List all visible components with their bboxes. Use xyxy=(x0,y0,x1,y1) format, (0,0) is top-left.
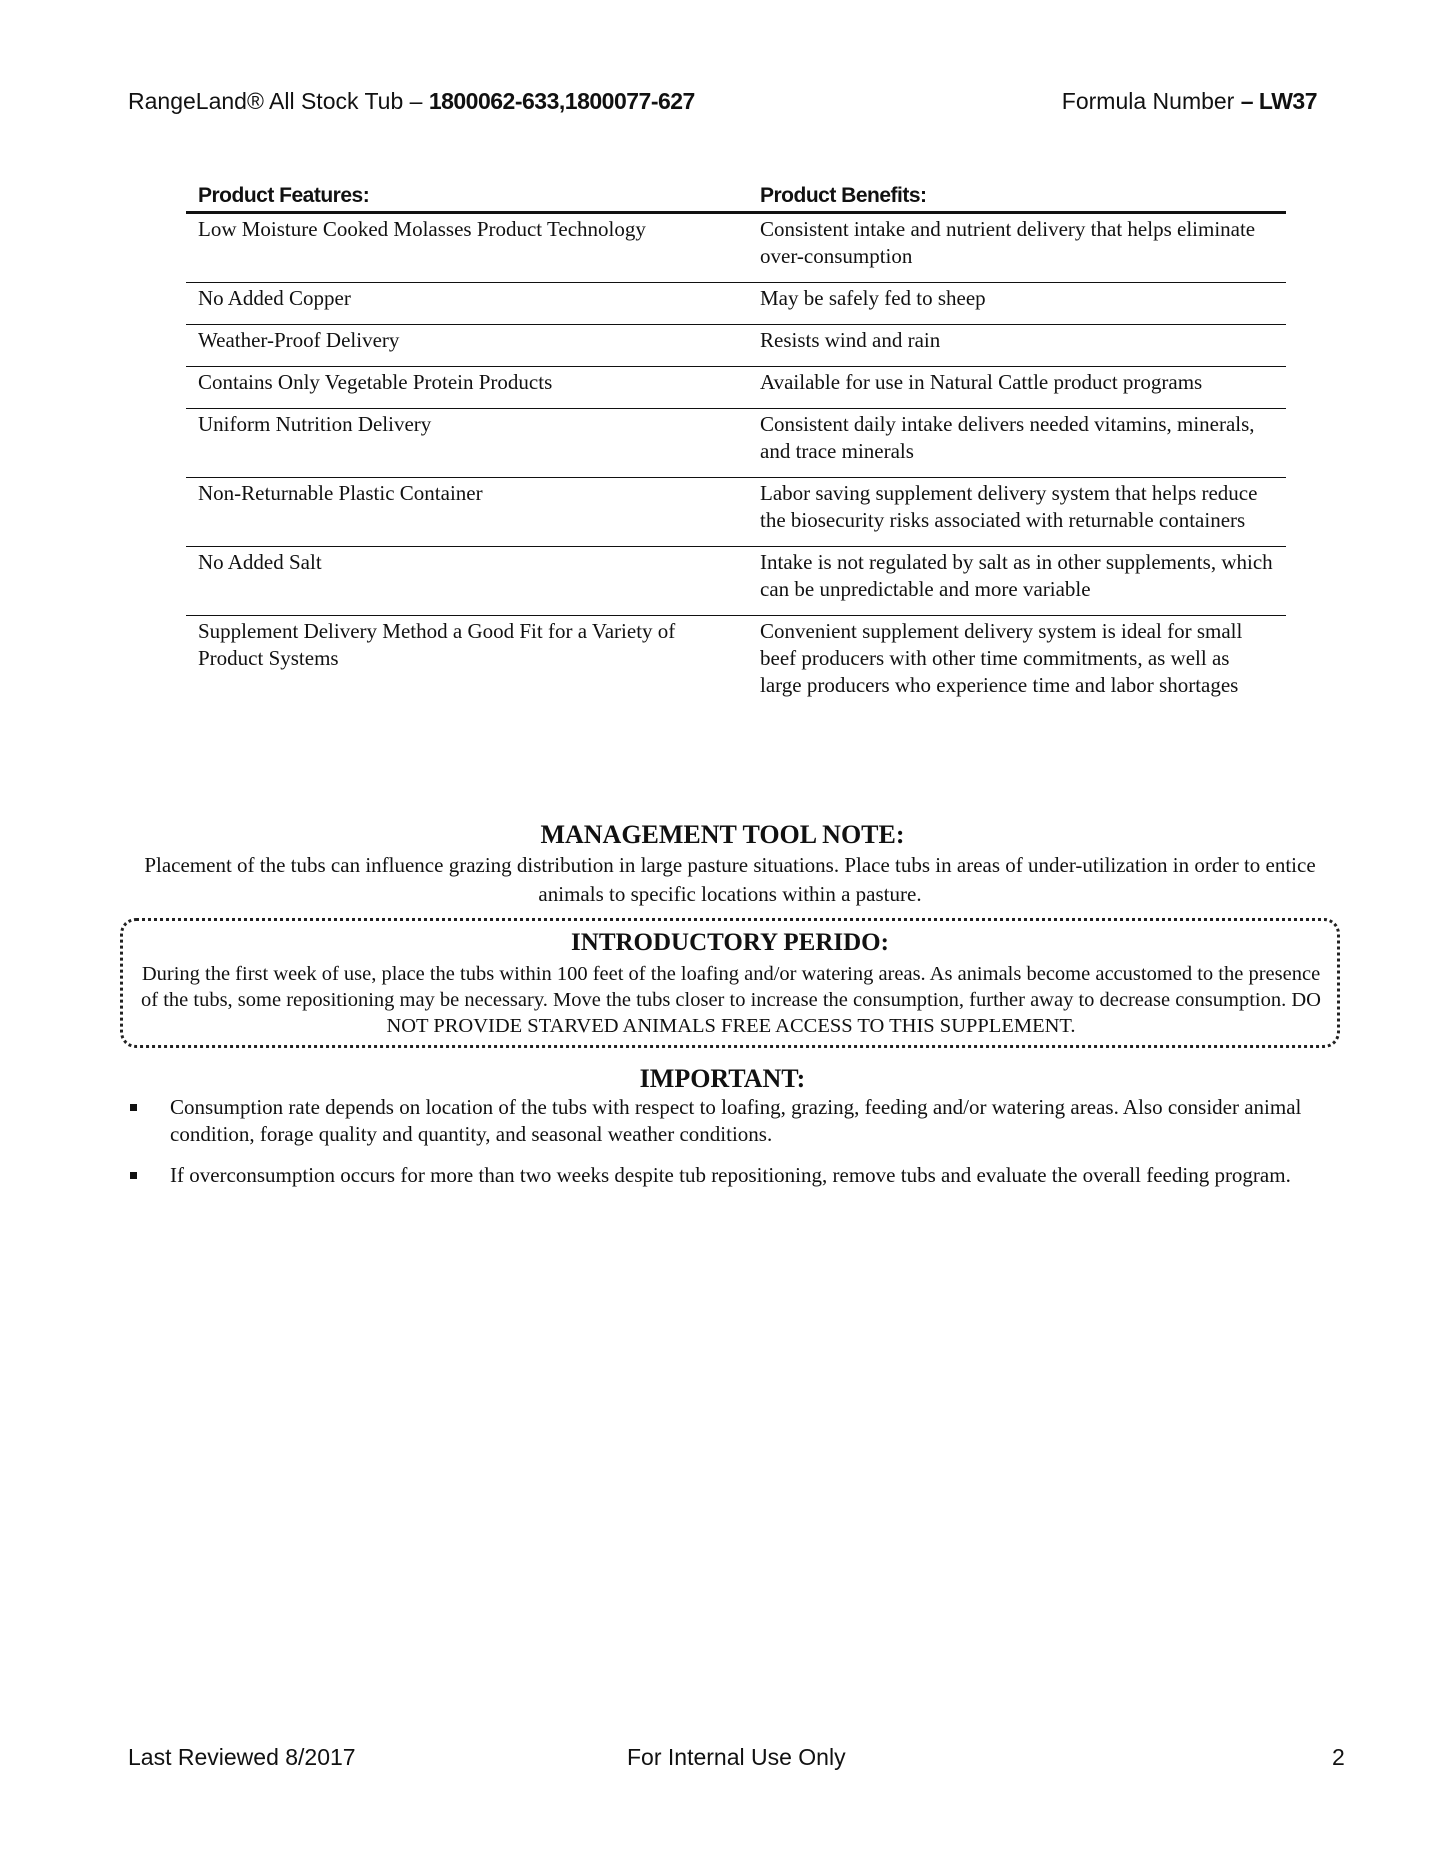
feature-cell: No Added Salt xyxy=(186,547,748,616)
table-row xyxy=(186,409,1286,478)
table-row xyxy=(186,213,1286,283)
list-item xyxy=(128,1094,1318,1148)
benefit-cell: Available for use in Natural Cattle product programs xyxy=(748,367,1286,409)
features-column-header: Product Features: xyxy=(186,182,748,213)
list-item-text: If overconsumption occurs for more than two weeks despite tub repositioning, remove tubs and evaluate the overall feeding program. xyxy=(170,1163,1291,1187)
bullet-square-icon xyxy=(130,1172,137,1179)
management-title: MANAGEMENT TOOL NOTE: xyxy=(540,820,905,849)
feature-cell: No Added Copper xyxy=(186,283,748,325)
benefit-cell: Convenient supplement delivery system is ideal for small beef producers with other time commitments, as well as large producers who experience time and labor shortages xyxy=(760,619,1243,697)
table-row xyxy=(186,283,1286,325)
benefit-cell: Intake is not regulated by salt as in other supplements, which can be unpredictable and more variable xyxy=(748,547,1286,616)
header-formula xyxy=(1062,88,1317,115)
feature-cell: Contains Only Vegetable Protein Products xyxy=(186,367,748,409)
feature-cell: Weather-Proof Delivery xyxy=(186,325,748,367)
benefits-column-header: Product Benefits: xyxy=(748,182,1286,213)
benefit-cell: Consistent daily intake delivers needed vitamins, minerals, and trace minerals xyxy=(748,409,1286,478)
header-formula-label: Formula Number xyxy=(1061,88,1241,114)
benefit-cell: Resists wind and rain xyxy=(748,325,1286,367)
features-benefits-table xyxy=(186,182,1286,711)
list-item-text: Consumption rate depends on location of the tubs with respect to loafing, grazing, feeding and/or watering areas. Also consider animal condition, forage quality and quantity, and seasonal weather conditions. xyxy=(170,1095,1302,1146)
header-product-codes: 1800062-633,1800077-627 xyxy=(428,88,695,114)
important-title: IMPORTANT: xyxy=(639,1064,806,1093)
introductory-text: During the first week of use, place the tubs within 100 feet of the loafing and/or watering areas. As animals become accustomed to the presence of the tubs, some repositioning may be necessary. Move the tubs closer to increase the consumption, further away to decrease consumption. DO NOT PROVIDE STARVED ANIMALS FREE ACCESS TO THIS SUPPLEMENT. xyxy=(141,963,1321,1037)
introductory-box xyxy=(120,918,1340,1048)
header-product xyxy=(128,88,695,115)
bullet-square-icon xyxy=(130,1104,137,1111)
table-row xyxy=(186,325,1286,367)
feature-cell: Uniform Nutrition Delivery xyxy=(186,409,748,478)
list-item xyxy=(128,1162,1318,1189)
table-row xyxy=(186,478,1286,547)
footer-reviewed: Last Reviewed 8/2017 xyxy=(128,1744,356,1770)
benefit-cell: May be safely fed to sheep xyxy=(748,283,1286,325)
introductory-title: INTRODUCTORY PERIDO: xyxy=(571,929,889,956)
important-list xyxy=(128,1094,1318,1203)
benefit-cell: Labor saving supplement delivery system that helps reduce the biosecurity risks associated with returnable containers xyxy=(748,478,1286,547)
feature-cell: Non-Returnable Plastic Container xyxy=(186,478,748,547)
footer-page-number: 2 xyxy=(1332,1744,1345,1770)
table-header-row xyxy=(186,182,1286,213)
feature-cell: Supplement Delivery Method a Good Fit for a Variety of Product Systems xyxy=(198,619,676,670)
table-row xyxy=(186,616,1286,712)
header-product-name: RangeLand® All Stock Tub – xyxy=(128,88,429,114)
feature-cell: Low Moisture Cooked Molasses Product Technology xyxy=(186,213,748,283)
table-row xyxy=(186,367,1286,409)
footer-internal-use: For Internal Use Only xyxy=(627,1744,846,1770)
table-row xyxy=(186,547,1286,616)
management-text: Placement of the tubs can influence grazing distribution in large pasture situations. Place tubs in areas of under-utilization in order to entice animals to specific locations within a pasture. xyxy=(144,853,1316,906)
benefit-cell: Consistent intake and nutrient delivery that helps eliminate over-consumption xyxy=(748,213,1286,283)
header-formula-code: – LW37 xyxy=(1240,88,1317,114)
